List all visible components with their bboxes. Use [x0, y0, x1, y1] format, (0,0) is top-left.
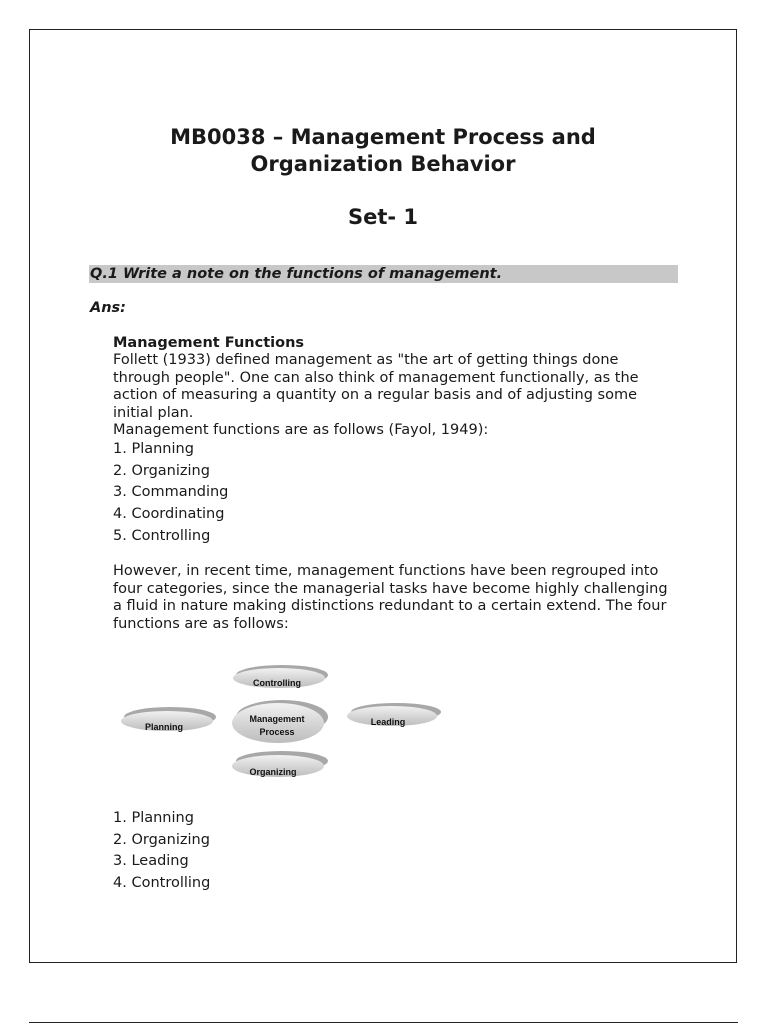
list-item: 1. Planning [113, 810, 194, 826]
answer-label: Ans: [90, 300, 126, 316]
four-functions-list [113, 808, 210, 895]
list-item: 4. Controlling [113, 875, 211, 892]
fayol-functions-list [113, 439, 228, 547]
management-process-diagram [110, 655, 450, 790]
document-title-continued: Organization Behavior [250, 152, 516, 176]
set-label: Set- 1 [347, 205, 419, 229]
paragraph-definition [113, 352, 673, 440]
management-process-disc [232, 700, 328, 743]
planning-disc [121, 707, 216, 732]
organizing-disc [232, 751, 328, 777]
controlling-label: Controlling [253, 678, 301, 688]
list-item: 3. Leading [113, 853, 189, 870]
list-item: 4. Coordinating [113, 506, 225, 523]
controlling-disc [233, 665, 328, 688]
process-label: Process [259, 727, 295, 737]
section-heading: Management Functions [113, 335, 305, 351]
leading-label: Leading [370, 717, 406, 727]
list-item: 3. Commanding [113, 484, 229, 501]
footer-rule [29, 1022, 738, 1023]
list-item: 2. Organizing [113, 831, 210, 848]
question-text: Q.1 Write a note on the functions of management. [90, 266, 503, 282]
list-item: 1. Planning [113, 441, 194, 457]
list-item: 5. Controlling [113, 527, 211, 544]
management-label: Management [249, 714, 305, 724]
leading-disc [347, 703, 441, 727]
document-title: MB0038 – Management Process and [170, 125, 596, 149]
paragraph-definition-text: Follett (1933) defined management as "the art of getting things done through people". One can also think of management functionally, as the action of measuring a quantity on a regular basis and of adjusting some initial plan. [113, 352, 639, 421]
organizing-label: Organizing [249, 767, 297, 777]
planning-label: Planning [145, 722, 183, 732]
list-item: 2. Organizing [113, 462, 210, 479]
paragraph-fayol-lead: Management functions are as follows (Fayol, 1949): [113, 422, 489, 439]
paragraph-regrouping: However, in recent time, management functions have been regrouped into four categories, since the managerial tasks have become highly challenging a fluid in nature making distinctions redundant to a certain extend. The four functions are as follows: [113, 563, 668, 632]
